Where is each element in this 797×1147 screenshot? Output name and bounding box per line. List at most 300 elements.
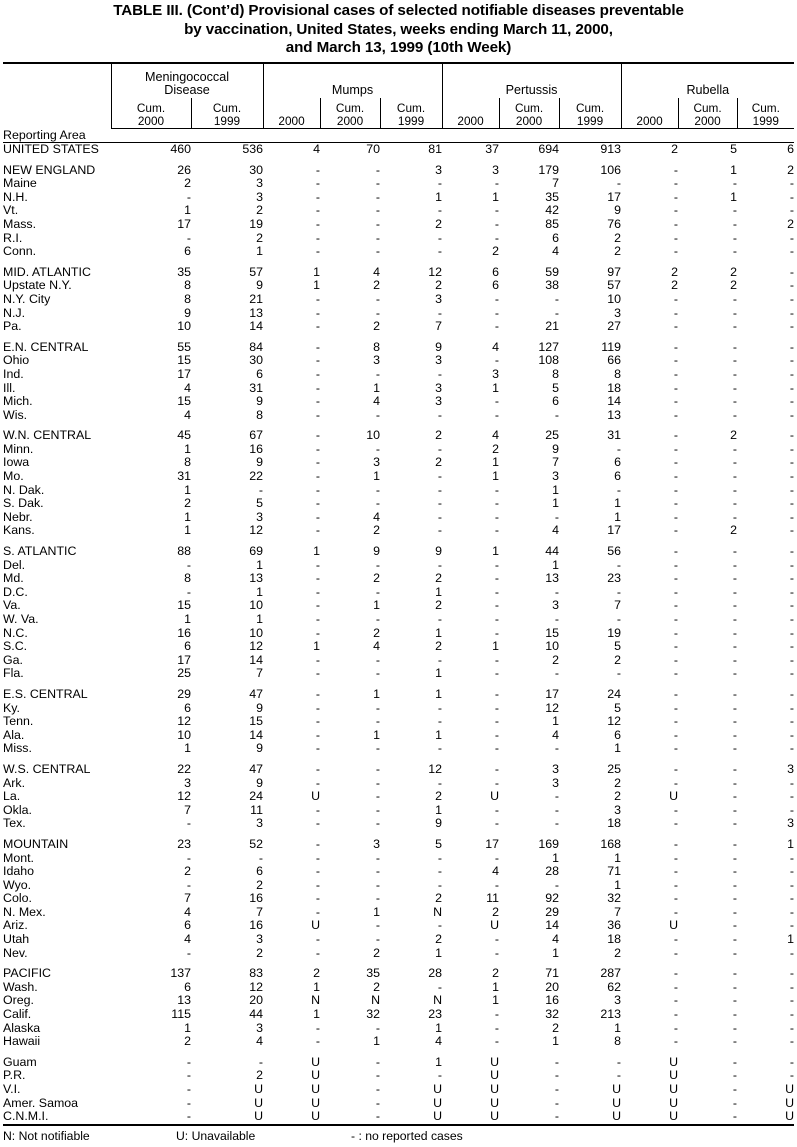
row-value-cell: 97 [607,264,622,279]
row-value-cell: 6 [256,366,264,381]
row-value-cell: 2 [435,571,443,586]
row-value-cell: 19 [607,625,622,640]
row-value-cell: 13 [249,571,264,586]
row-value-cell: 3 [552,761,560,776]
row-value-cell: 14 [249,727,264,742]
row-value-cell: - [789,305,795,320]
row-value-cell: - [315,686,321,701]
group-header-meningococcal [111,63,263,98]
row-value-cell: 12 [545,700,560,715]
row-value-cell: 2 [435,278,443,293]
row-value-cell: 1 [256,584,264,599]
table-row [3,266,794,280]
row-value-cell: 1 [373,1034,381,1049]
row-value-cell: - [554,291,560,306]
row-value-cell: U [669,1054,679,1069]
row-area-label: N.J. [3,305,26,320]
row-value-cell: 1 [184,1020,191,1035]
row-value-cell: - [375,802,381,817]
table-row [3,545,794,559]
row-value-cell: U [490,918,500,933]
row-value-cell: - [789,441,795,456]
row-value-cell: - [789,891,795,906]
row-value-cell: 13 [249,305,264,320]
row-value-cell: 30 [249,162,264,177]
row-value-cell: 6 [614,455,622,470]
row-value-cell: - [315,366,321,381]
row-value-cell: - [789,557,795,572]
sub-line2: 1999 [752,113,779,128]
notifiable-diseases-table [3,62,794,1126]
row-value-cell: - [732,469,738,484]
row-value-cell: - [437,557,443,572]
row-value-cell: 1 [787,836,795,851]
header-rule-filler [111,128,794,143]
row-value-cell: 2 [373,278,381,293]
sub-line1: Cum. [751,101,780,116]
row-value-cell: - [732,353,738,368]
row-value-cell: 3 [614,993,622,1008]
table-row [3,456,794,470]
row-value-cell: 2 [730,264,738,279]
table-row [3,1110,794,1125]
row-value-cell: - [315,761,321,776]
row-value-cell: 1 [552,1034,560,1049]
row-value-cell: - [315,741,321,756]
row-area-label: E.N. CENTRAL [3,339,89,354]
row-value-cell: 3 [373,836,381,851]
table-row [3,368,794,382]
row-value-cell: 2 [614,945,622,960]
row-value-cell: - [494,482,500,497]
row-value-cell: 8 [256,407,264,422]
table-row [3,218,794,232]
row-value-cell: - [789,291,795,306]
row-area-label: Okla. [3,802,32,817]
group-header-rubella [621,63,794,98]
row-area-label: Wash. [3,979,38,994]
row-value-cell: 14 [545,918,560,933]
reporting-area-header-cell [3,63,111,129]
row-value-cell: 2 [614,789,622,804]
sub-line2: 2000 [636,113,663,128]
row-area-label: Nev. [3,945,28,960]
row-value-cell: - [315,945,321,960]
row-value-cell: - [494,571,500,586]
row-value-cell: 29 [545,904,560,919]
row-value-cell: - [375,244,381,259]
row-value-cell: 6 [492,264,500,279]
row-value-cell: - [673,945,679,960]
row-value-cell: - [315,557,321,572]
row-value-cell: - [789,945,795,960]
row-value-cell: U [433,1095,443,1110]
row-value-cell: - [315,291,321,306]
row-value-cell: - [789,966,795,981]
row-value-cell: - [437,741,443,756]
row-value-cell: - [554,1095,560,1110]
row-area-label: Tex. [3,816,26,831]
row-value-cell: 2 [435,455,443,470]
row-value-cell: 32 [545,1007,560,1022]
row-value-cell: - [315,441,321,456]
row-value-cell: 1 [184,203,191,218]
row-value-cell: - [494,203,500,218]
row-value-cell: - [673,353,679,368]
row-value-cell: 15 [249,714,264,729]
row-value-cell: - [375,1082,381,1096]
row-value-cell: - [494,686,500,701]
row-value-cell: - [554,509,560,524]
row-value-cell: - [315,877,321,892]
row-value-cell: 6 [787,142,795,156]
row-value-cell: U [737,1110,794,1125]
row-value-cell: - [732,544,738,559]
row-value-cell: 3 [492,162,500,177]
row-value-cell: 2 [614,244,622,259]
page-title [0,0,797,58]
table-row [3,981,794,995]
row-value-cell: - [315,802,321,817]
table-row [3,852,794,866]
row-value-cell: 1 [435,584,443,599]
row-value-cell: 5 [614,700,622,715]
row-value-cell: N [433,904,443,919]
row-area-label: N.Y. City [3,291,51,306]
row-value-cell: 3 [614,305,622,320]
row-value-cell: - [315,319,321,334]
row-value-cell: 47 [249,686,264,701]
row-value-cell: - [494,584,500,599]
row-value-cell: 1 [435,686,443,701]
row-value-cell: - [315,700,321,715]
row-value-cell: - [437,979,443,994]
row-value-cell: - [673,244,679,259]
row-value-cell: 17 [177,652,191,667]
row-value-cell: 8 [184,571,191,586]
row-value-cell: 10 [545,639,560,654]
row-value-cell: 5 [614,639,622,654]
row-value-cell: 16 [177,625,191,640]
row-value-cell: U [669,1095,679,1110]
row-value-cell: - [732,761,738,776]
row-value-cell: - [375,652,381,667]
row-value-cell: - [375,891,381,906]
row-value-cell: 2 [671,278,679,293]
row-value-cell: - [375,305,381,320]
row-value-cell: 66 [607,353,622,368]
row-value-cell: 15 [177,353,191,368]
group-label-line1: Mumps [331,83,374,97]
row-value-cell: - [673,496,679,511]
row-value-cell: - [494,741,500,756]
row-area-label: W.N. CENTRAL [3,428,92,443]
row-value-cell: 6 [614,469,622,484]
row-value-cell: 1 [435,625,443,640]
row-value-cell: - [437,700,443,715]
row-value-cell: - [315,394,321,409]
row-value-cell: U [669,789,679,804]
row-value-cell: - [315,230,321,245]
row-value-cell: - [375,850,381,865]
table-row [3,164,794,178]
row-value-cell: 3 [435,394,443,409]
row-value-cell: - [732,979,738,994]
row-value-cell: 2 [671,264,679,279]
sub-line1: Cum. [514,101,544,116]
row-value-cell: - [673,639,679,654]
row-value-cell: 4 [256,1034,264,1049]
row-value-cell: - [375,1095,381,1110]
row-value-cell: 14 [249,319,264,334]
row-value-cell: - [673,802,679,817]
row-value-cell: - [616,666,622,681]
row-value-cell: 30 [249,353,264,368]
row-value-cell: - [494,291,500,306]
row-value-cell: - [789,904,795,919]
row-value-cell: - [375,407,381,422]
row-value-cell: 2 [671,142,679,156]
row-value-cell: 44 [545,544,560,559]
row-value-cell: - [789,455,795,470]
row-value-cell: 8 [614,366,622,381]
row-value-cell: 9 [256,700,264,715]
row-value-cell: 6 [492,278,500,293]
row-area-label: La. [3,789,21,804]
row-value-cell: - [494,523,500,538]
row-value-cell: 8 [614,1034,622,1049]
title-line-2: by vaccination, United States, weeks ending March 11, 2000, [184,20,613,38]
row-value-cell: 8 [184,455,191,470]
table-row [3,919,794,933]
row-value-cell: 10 [249,598,264,613]
row-value-cell: - [616,482,622,497]
row-value-cell: - [673,891,679,906]
row-value-cell: U [669,1082,679,1096]
row-value-cell: 2 [435,428,443,443]
row-area-label: S.C. [3,639,28,654]
row-value-cell: - [789,686,795,701]
row-value-cell: - [789,319,795,334]
row-value-cell: U [621,1110,678,1125]
row-value-cell: - [732,203,738,218]
row-value-cell: - [494,1034,500,1049]
row-value-cell: - [673,189,679,204]
header-sub-row [3,98,794,129]
row-value-cell: 1 [492,544,500,559]
row-value-cell: 24 [607,686,622,701]
row-value-cell: - [732,625,738,640]
table-row [3,382,794,396]
table-row [3,947,794,961]
table-row [3,293,794,307]
row-value-cell: - [789,775,795,790]
row-value-cell: - [186,1095,191,1110]
row-value-cell: 35 [366,966,381,981]
row-value-cell: - [494,932,500,947]
sub-line2: 2000 [694,113,721,128]
row-value-cell: - [437,407,443,422]
row-value-cell: 62 [607,979,622,994]
row-area-label: Mo. [3,469,24,484]
row-value-cell: 69 [249,544,264,559]
row-value-cell: 84 [249,339,264,354]
row-value-cell: - [437,918,443,933]
row-value-cell: - [315,666,321,681]
row-value-cell: - [673,932,679,947]
row-area-label: MOUNTAIN [3,836,69,851]
row-value-cell: 4 [552,727,560,742]
row-value-cell: - [494,509,500,524]
row-value-cell: - [375,877,381,892]
row-value-cell: - [673,1034,679,1049]
row-value-cell: 4 [184,932,191,947]
row-value-cell: 12 [249,639,264,654]
row-area-label: Ill. [3,380,16,395]
row-value-cell: 2 [492,441,500,456]
row-value-cell: - [673,850,679,865]
row-value-cell: - [315,469,321,484]
title-line-3: and March 13, 1999 (10th Week) [285,39,512,56]
row-value-cell: - [732,789,738,804]
row-value-cell: - [554,305,560,320]
row-value-cell: - [673,509,679,524]
row-area-label: UNITED STATES [3,142,99,156]
row-area-label: N.H. [3,189,28,204]
row-value-cell: 2 [256,203,264,218]
row-value-cell: 3 [256,176,264,191]
row-value-cell: - [375,1054,381,1069]
row-value-cell: 85 [545,216,560,231]
row-value-cell: - [789,353,795,368]
table-row [3,341,794,355]
table-row [3,191,794,205]
row-value-cell: U [311,1068,321,1083]
row-value-cell: - [673,482,679,497]
row-value-cell: 2 [313,966,321,981]
row-value-cell: 55 [177,339,191,354]
row-area-label: Va. [3,598,21,613]
row-value-cell: - [673,877,679,892]
table-row [3,892,794,906]
row-value-cell: 7 [552,176,560,191]
table-row [3,245,794,259]
row-area-label: Alaska [3,1020,41,1035]
row-value-cell: 16 [249,918,264,933]
row-value-cell: - [315,353,321,368]
row-area-label: Utah [3,932,30,947]
group-label-line1: Pertussis [505,83,558,97]
row-value-cell: 2 [184,1034,191,1049]
sub-line1: Cum. [136,101,166,116]
row-value-cell: - [789,366,795,381]
row-value-cell: 14 [607,394,622,409]
row-value-cell: - [789,639,795,654]
row-value-cell: U [442,1110,499,1125]
row-value-cell: U [490,1082,500,1096]
row-value-cell: - [554,1068,560,1083]
subheader-rubella-cum1999 [737,98,794,129]
row-value-cell: 9 [614,203,622,218]
row-value-cell: - [732,509,738,524]
row-value-cell: 4 [373,639,381,654]
row-value-cell: 4 [435,1034,443,1049]
row-value-cell: - [616,612,622,626]
row-value-cell: - [732,727,738,742]
row-value-cell: 2 [435,932,443,947]
row-value-cell: - [732,666,738,681]
row-value-cell: 24 [249,789,264,804]
row-area-label: N. Dak. [3,482,45,497]
row-value-cell: - [315,775,321,790]
row-value-cell: 1 [435,1054,443,1069]
row-area-label: Iowa [3,455,30,470]
row-value-cell: - [375,741,381,756]
row-value-cell: - [732,714,738,729]
row-value-cell: - [494,700,500,715]
row-value-cell: - [186,557,191,572]
row-value-cell: 47 [249,761,264,776]
row-value-cell: 1 [730,162,738,177]
row-value-cell: - [673,319,679,334]
table-row [3,429,794,443]
row-value-cell: 1 [614,1020,622,1035]
row-value-cell: 1 [787,932,795,947]
row-value-cell: - [789,278,795,293]
row-value-cell: - [673,366,679,381]
row-value-cell: 3 [373,353,381,368]
row-area-label: NEW ENGLAND [3,162,96,177]
footnote-no-reported-cases: - : no reported cases [351,1128,463,1143]
row-value-cell: - [375,203,381,218]
row-value-cell: 1 [313,278,321,293]
row-value-cell: - [789,993,795,1008]
row-value-cell: 25 [607,761,622,776]
row-value-cell: - [554,407,560,422]
row-area-label: Ark. [3,775,26,790]
row-value-cell: U [612,1095,622,1110]
row-value-cell: - [732,741,738,756]
row-value-cell: 92 [545,891,560,906]
row-value-cell: - [375,864,381,879]
row-area-label: Miss. [3,741,32,756]
row-value-cell: - [673,557,679,572]
row-value-cell: 22 [177,761,191,776]
row-value-cell: - [732,864,738,879]
row-value-cell: - [732,993,738,1008]
table-row [3,879,794,893]
row-value-cell: - [315,189,321,204]
row-value-cell: 5 [730,142,738,156]
row-area-label: R.I. [3,230,23,245]
row-value-cell: - [732,612,738,626]
row-area-label: Oreg. [3,993,34,1008]
row-value-cell: - [315,1020,321,1035]
row-value-cell: - [673,428,679,443]
table-row [3,702,794,716]
row-value-cell: - [186,816,191,831]
row-value-cell: 168 [600,836,622,851]
table-row [3,1083,794,1097]
row-value-cell: - [789,244,795,259]
row-value-cell: 2 [184,176,191,191]
row-value-cell: - [732,339,738,354]
row-area-label: Ohio [3,353,30,368]
row-area-label: Md. [3,571,24,586]
row-value-cell: - [494,850,500,865]
sub-line2: 1999 [576,113,604,128]
row-value-cell: 1 [614,509,622,524]
